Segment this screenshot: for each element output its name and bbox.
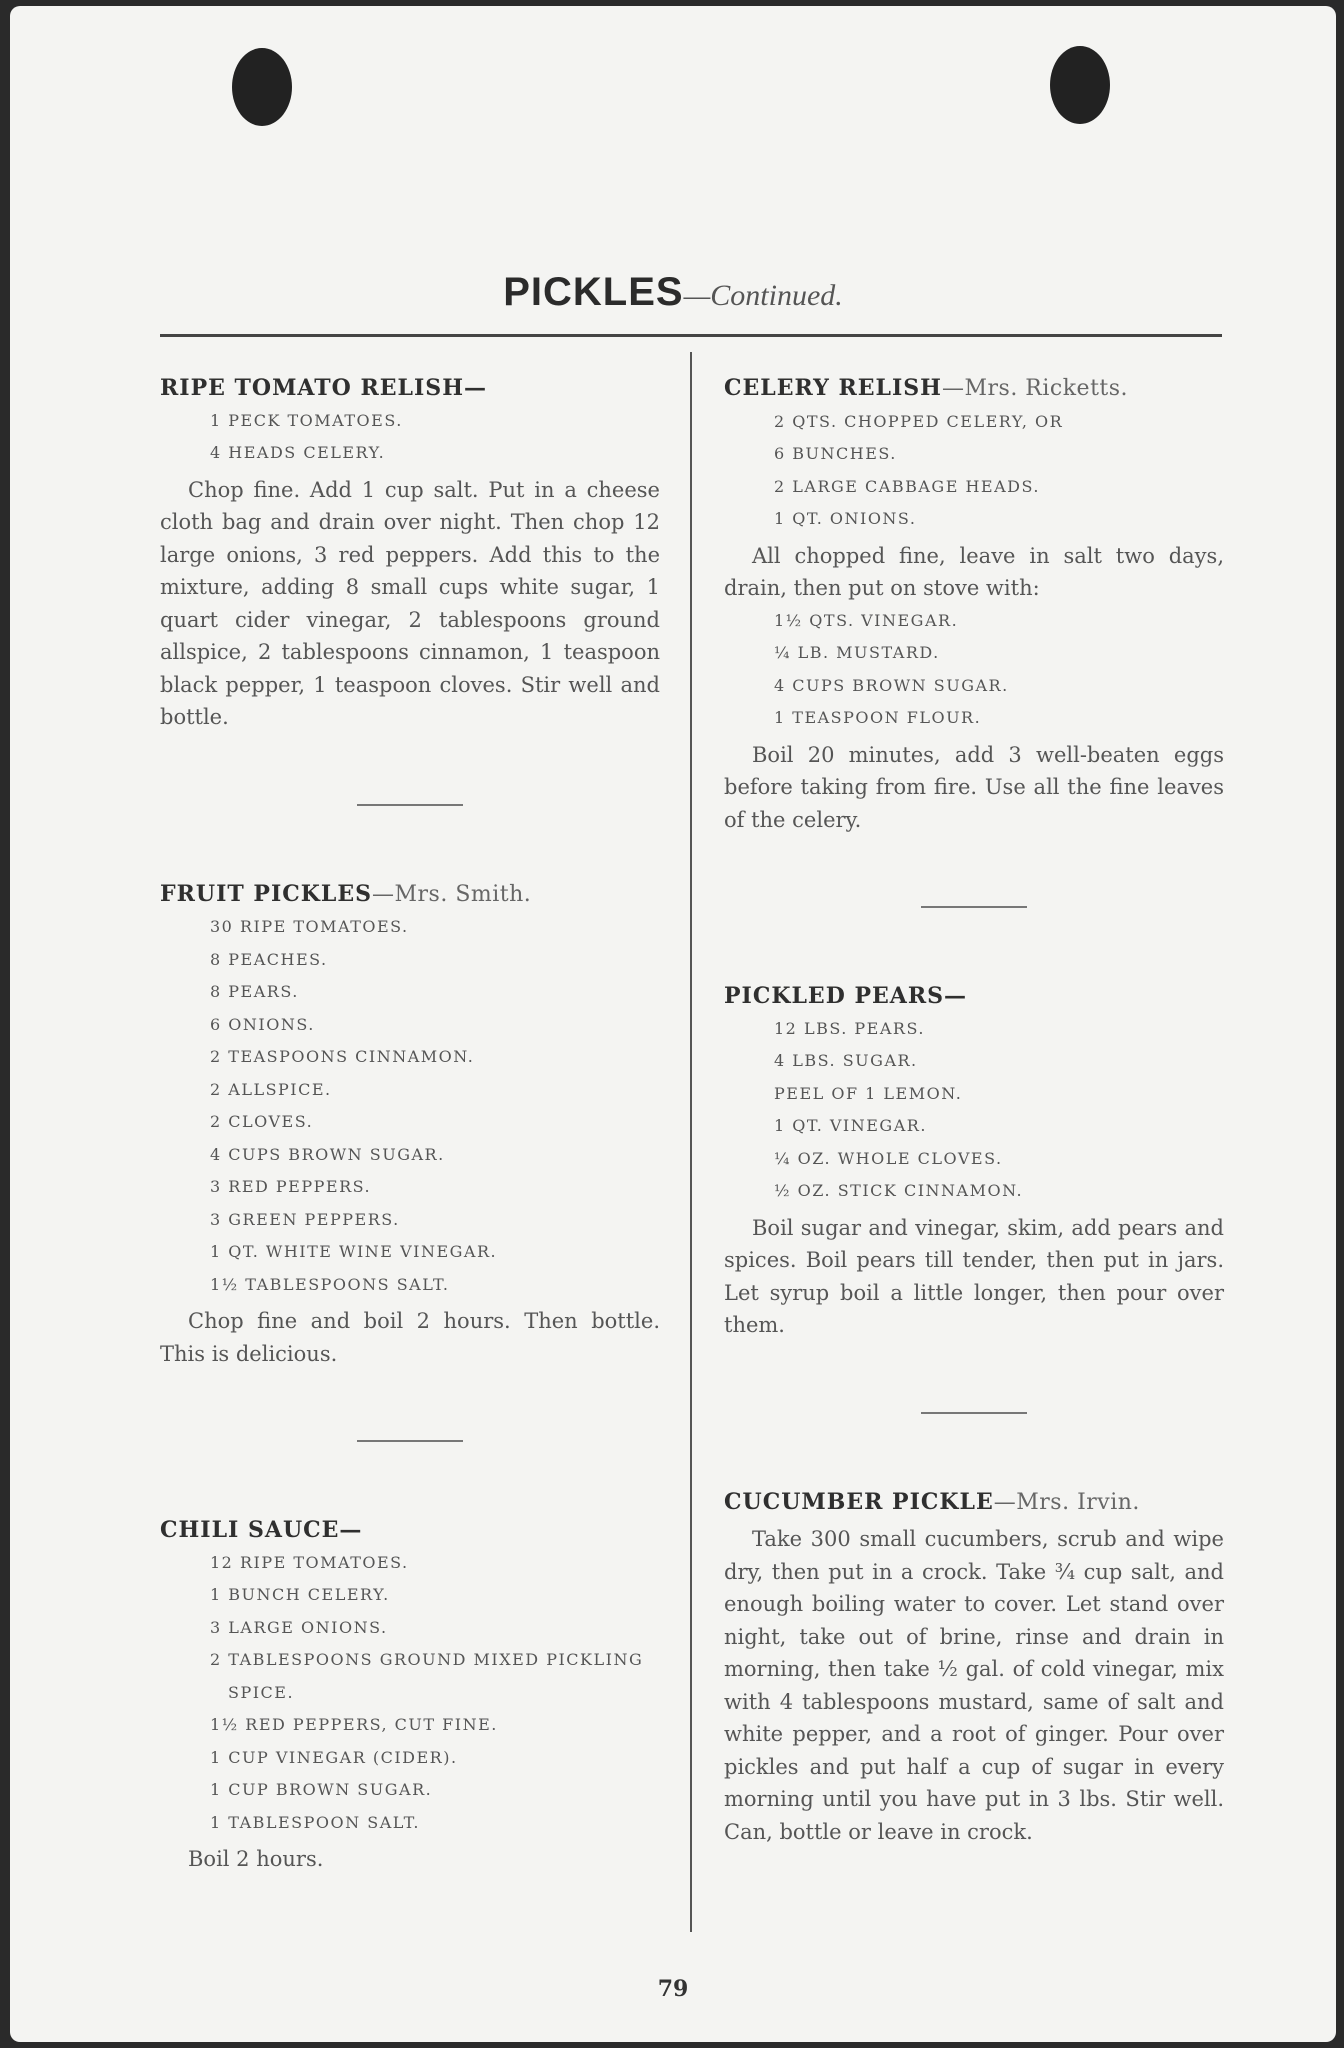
section-separator <box>921 906 1027 908</box>
recipe-chili-sauce <box>160 1514 660 1876</box>
ingredient: ¼ LB. MUSTARD. <box>774 643 940 662</box>
ingredient: 2 TEASPOONS CINNAMON. <box>210 1047 475 1066</box>
recipe-celery-relish <box>724 372 1224 836</box>
right-column <box>724 372 1224 1848</box>
ingredient: 1½ TABLESPOONS SALT. <box>210 1274 450 1294</box>
recipe-title: CUCUMBER PICKLE <box>724 1488 994 1515</box>
page-heading <box>10 270 1336 315</box>
recipe-directions: Chop fine and boil 2 hours. Then bottle. This is delicious. <box>160 1309 660 1366</box>
ingredient: 2 QTS. CHOPPED CELERY, OR <box>774 411 1064 431</box>
heading-title: PICKLES <box>503 270 684 314</box>
page-number: 79 <box>657 1976 689 2002</box>
ingredient: 1 CUP BROWN SUGAR. <box>210 1780 433 1799</box>
recipe-cucumber-pickle <box>724 1486 1224 1849</box>
ingredient: ¼ OZ. WHOLE CLOVES. <box>774 1148 1003 1168</box>
recipe-title: CHILI SAUCE— <box>160 1517 363 1543</box>
ingredient: 2 TABLESPOONS GROUND MIXED PICKLING SPICE. <box>210 1650 644 1702</box>
recipe-directions: All chopped fine, leave in salt two days, drain, then put on stove with: <box>724 543 1224 600</box>
recipe-author: —Mrs. Irvin. <box>993 1489 1140 1515</box>
ingredient: 1 QT. WHITE WINE VINEGAR. <box>210 1242 498 1261</box>
ingredient: 1 QT. ONIONS. <box>774 509 917 528</box>
ingredient: 1 TEASPOON FLOUR. <box>774 708 982 727</box>
recipe-title: CELERY RELISH <box>724 375 942 401</box>
ingredient: 3 GREEN PEPPERS. <box>210 1209 400 1229</box>
left-column <box>160 372 660 1876</box>
ingredient: 1 CUP VINEGAR (CIDER). <box>210 1747 458 1767</box>
recipe-title-line <box>724 372 1224 406</box>
recipe-fruit-pickles <box>160 878 660 1371</box>
ingredient: 1 PECK TOMATOES. <box>210 410 403 430</box>
binder-hole <box>1050 46 1110 124</box>
recipe-directions: Boil sugar and vinegar, skim, add pears and spices. Boil pears till tender, then put in jars. Let syrup boil a little longer, then pour over them. <box>724 1215 1224 1337</box>
ingredient: 1½ RED PEPPERS, CUT FINE. <box>210 1715 498 1734</box>
ingredient: ½ OZ. STICK CINNAMON. <box>774 1181 1024 1200</box>
ingredient: 1 TABLESPOON SALT. <box>210 1812 420 1832</box>
ingredient: 8 PEARS. <box>210 982 299 1001</box>
recipe-title: RIPE TOMATO RELISH— <box>160 375 487 401</box>
ingredient: 6 BUNCHES. <box>774 444 897 463</box>
ingredient: 1 QT. VINEGAR. <box>774 1116 927 1135</box>
section-separator <box>357 1440 463 1442</box>
recipe-ripe-tomato-relish <box>160 372 660 734</box>
ingredient: 4 HEADS CELERY. <box>210 443 386 462</box>
recipe-title-line <box>724 1486 1224 1520</box>
ingredient: 1 BUNCH CELERY. <box>210 1585 390 1604</box>
heading-continued: —Continued. <box>683 279 843 312</box>
column-divider <box>690 352 692 1932</box>
ingredient: 12 LBS. PEARS. <box>774 1018 925 1038</box>
recipe-title: PICKLED PEARS— <box>724 983 967 1009</box>
ingredient: 3 RED PEPPERS. <box>210 1177 372 1196</box>
recipe-author: —Mrs. Smith. <box>372 881 532 907</box>
recipe-pickled-pears <box>724 980 1224 1342</box>
ingredient: 2 LARGE CABBAGE HEADS. <box>774 476 1040 496</box>
recipe-title: FRUIT PICKLES <box>160 880 372 907</box>
ingredient: 4 CUPS BROWN SUGAR. <box>210 1144 445 1164</box>
recipe-directions: Chop fine. Add 1 cup salt. Put in a cheese cloth bag and drain over night. Then chop 12 large onions, 3 red peppers. Add this to the mixture, adding 8 small cups white sugar, 1 quart cider vinegar, 2 tablespoons ground allspice, 2 tablespoons cinnamon, 1 teaspoon black pepper, 1 teaspoon cloves. Stir well and bottle. <box>160 477 660 729</box>
binder-hole <box>232 48 292 126</box>
recipe-directions: Boil 20 minutes, add 3 well-beaten eggs before taking from fire. Use all the fine leaves of the celery. <box>724 742 1224 832</box>
ingredient: 1½ QTS. VINEGAR. <box>774 610 959 630</box>
cookbook-page <box>10 6 1336 2042</box>
heading-rule <box>160 334 1222 337</box>
ingredient: 4 CUPS BROWN SUGAR. <box>774 675 1009 695</box>
recipe-title-line <box>160 878 660 912</box>
section-separator <box>921 1412 1027 1414</box>
ingredient: 12 RIPE TOMATOES. <box>210 1552 409 1572</box>
section-separator <box>357 804 463 806</box>
ingredient: 3 LARGE ONIONS. <box>210 1617 388 1637</box>
ingredient: 4 LBS. SUGAR. <box>774 1051 918 1070</box>
ingredient: PEEL OF 1 LEMON. <box>774 1083 963 1103</box>
recipe-directions: Take 300 small cucumbers, scrub and wipe dry, then put in a crock. Take ¾ cup salt, and enough boiling water to cover. Let stand over night, take out of brine, rinse and drain in morning, then take ½ gal. of cold vinegar, mix with 4 tablespoons mustard, same of salt and white pepper, and a root of ginger. Pour over pickles and put half a cup of sugar in every morning until you have put in 3 lbs. Stir well. Can, bottle or leave in crock. <box>724 1527 1224 1844</box>
ingredient: 2 ALLSPICE. <box>210 1079 332 1099</box>
recipe-author: —Mrs. Ricketts. <box>941 376 1129 401</box>
ingredient: 8 PEACHES. <box>210 949 328 969</box>
ingredient: 2 CLOVES. <box>210 1112 314 1131</box>
ingredient: 30 RIPE TOMATOES. <box>210 917 409 936</box>
ingredient: 6 ONIONS. <box>210 1014 315 1034</box>
recipe-directions: Boil 2 hours. <box>188 1847 324 1871</box>
